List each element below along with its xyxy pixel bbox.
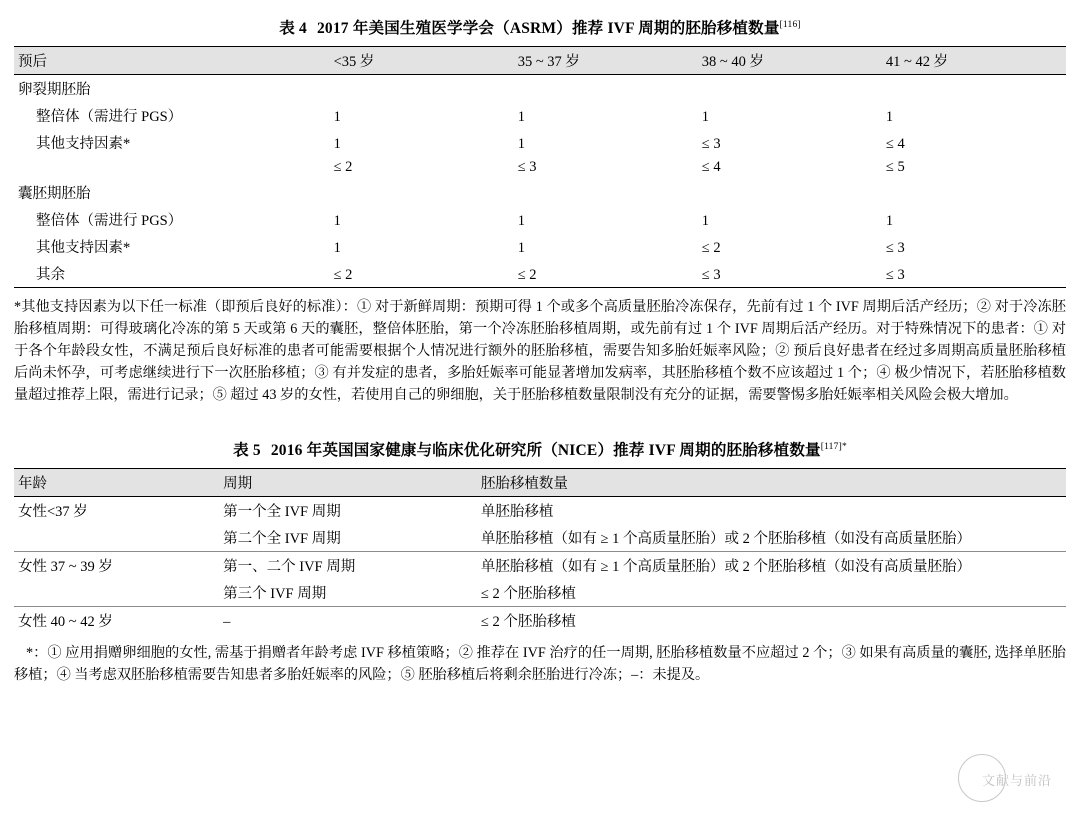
- table4-col-header-0: 预后: [14, 47, 330, 75]
- table4-cell: [330, 179, 514, 206]
- table5-caption-reference: [117]*: [820, 441, 847, 452]
- table4-cell: ≤ 2: [514, 260, 698, 288]
- table-row: [14, 102, 1066, 129]
- table4-cell: ≤ 3: [882, 260, 1066, 288]
- table4-cell: [514, 75, 698, 103]
- table5-col-header-0: 年龄: [14, 469, 219, 497]
- table5-age-cell: 女性<37 岁: [18, 504, 88, 520]
- table4-cell: [882, 179, 1066, 206]
- table5: [14, 468, 1066, 634]
- table4-cell: [882, 75, 1066, 103]
- table-row: [14, 233, 1066, 260]
- table5-col-header-2: 胚胎移植数量: [477, 469, 1066, 497]
- table4-row-label: 其他支持因素*: [36, 240, 131, 256]
- table4-cell: 1: [333, 240, 341, 256]
- table5-cycle-cell: 第一、二个 IVF 周期: [219, 552, 477, 580]
- table-row: [14, 552, 1066, 580]
- table4-cell: 1: [333, 136, 341, 152]
- table4-col-header-2: 35 ~ 37 岁: [514, 47, 698, 75]
- table5-caption-title: 2016 年英国国家健康与临床优化研究所（NICE）推荐 IVF 周期的胚胎移植数量: [270, 442, 821, 459]
- table4-footnote: *其他支持因素为以下任一标准（即预后良好的标准）：① 对于新鲜周期：预期可得 1 个或多个高质量胚胎冷冻保存，先前有过 1 个 IVF 周期后活产经历；② 对于冷冻胚胎移植周期：可得玻璃化冷冻的第 5 天或第 6 天的囊胚，整倍体胚胎，第一个冷冻胚胎移植周期，或先前有过 1 个 IVF 周期后活产经历。对于特殊情况下的患者：① 对于各个年龄段女性，不满足预后良好标准的患者可能需要根据个人情况进行额外的胚胎移植，需要告知多胎妊娠率风险；② 预后良好患者在经过多周期高质量胚胎移植后尚未怀孕，可考虑继续进行下一次胚胎移植；③ 有并发症的患者，多胎妊娠率可能显著增加发病率，其胚胎移植个数不应该超过 1 个；④ 极少情况下，若胚胎移植数量超过推荐上限，需进行记录；⑤ 超过 43 岁的女性，若使用自己的卵细胞，关于胚胎移植数量限制没有充分的证据，需要警惕多胎妊娠率相关风险会极大增加。: [14, 299, 1066, 403]
- table4-cell: 1: [333, 109, 341, 125]
- table-row: [14, 260, 1066, 288]
- table4-col-header-1: <35 岁: [330, 47, 514, 75]
- table5-cycle-cell: 第二个全 IVF 周期: [223, 531, 341, 547]
- table4-row-label: 其他支持因素*: [36, 136, 131, 152]
- table4-cell: 1: [517, 109, 525, 125]
- table4-cell: 1: [885, 213, 894, 229]
- table5-cycle-cell: 第三个 IVF 周期: [223, 586, 327, 602]
- table4-cell: [698, 75, 882, 103]
- table4-cell: 1: [517, 240, 525, 256]
- table4-cell: 1: [701, 213, 710, 229]
- table4-caption-title: 2017 年美国生殖医学学会（ASRM）推荐 IVF 周期的胚胎移植数量: [316, 20, 780, 37]
- table4-col-header-4: 41 ~ 42 岁: [882, 47, 1066, 75]
- table5-footnote: *：① 应用捐赠卵细胞的女性, 需基于捐赠者年龄考虑 IVF 移植策略；② 推荐在 IVF 治疗的任一周期, 胚胎移植数量不应超过 2 个；③ 如果有高质量的囊胚, 选择单胚胎移植；④ 当考虑双胚胎移植需要告知患者多胎妊娠率的风险；⑤ 胚胎移植后将剩余胚胎进行冷冻；–：未提及。: [14, 645, 1066, 683]
- table5-count-cell: 单胚胎移植（如有 ≥ 1 个高质量胚胎）或 2 个胚胎移植（如没有高质量胚胎）: [480, 531, 971, 547]
- table4-cell: 1: [333, 213, 341, 229]
- table-row: [14, 206, 1066, 233]
- table5-header-row: [14, 469, 1066, 497]
- table4-row-label: [14, 156, 330, 179]
- table5-count-cell: ≤ 2 个胚胎移植: [480, 586, 576, 602]
- table4-cell: ≤ 4: [885, 136, 905, 152]
- table-row: [14, 75, 1066, 103]
- table-row: [14, 497, 1066, 525]
- table5-col-header-1: 周期: [219, 469, 477, 497]
- table-row: [14, 524, 1066, 552]
- table4-cell: [698, 179, 882, 206]
- table5-age-cell: 女性 40 ~ 42 岁: [14, 607, 219, 635]
- table4-row-label: 整倍体（需进行 PGS）: [36, 213, 183, 229]
- table4-cell: ≤ 2: [333, 159, 353, 175]
- table4-row-label: 其余: [14, 260, 330, 288]
- table5-count-cell: 单胚胎移植（如有 ≥ 1 个高质量胚胎）或 2 个胚胎移植（如没有高质量胚胎）: [477, 552, 1066, 580]
- table4-header-row: [14, 47, 1066, 75]
- table4-cell: [514, 179, 698, 206]
- table4-cell: ≤ 3: [701, 136, 721, 152]
- table4: [14, 46, 1066, 288]
- table-row: [14, 607, 1066, 635]
- table4-caption: [14, 16, 1066, 38]
- table4-row-label: 卵裂期胚胎: [18, 82, 91, 98]
- table4-caption-number: 表 4: [279, 20, 307, 37]
- table4-cell: [330, 75, 514, 103]
- watermark-circle-icon: [958, 754, 1006, 802]
- table4-row-label: 囊胚期胚胎: [18, 186, 91, 202]
- table5-cycle-cell: 第一个全 IVF 周期: [223, 504, 341, 520]
- watermark: [956, 754, 1064, 804]
- table4-cell: 1: [517, 213, 525, 229]
- table5-age-cell: [14, 524, 219, 552]
- table4-cell: 1: [517, 136, 525, 152]
- table4-col-header-3: 38 ~ 40 岁: [698, 47, 882, 75]
- table4-cell: ≤ 3: [698, 260, 882, 288]
- table4-cell: 1: [701, 109, 710, 125]
- table-row: [14, 129, 1066, 156]
- table4-cell: ≤ 4: [701, 159, 721, 175]
- table4-row-label: 整倍体（需进行 PGS）: [36, 109, 183, 125]
- table-row: [14, 179, 1066, 206]
- table5-count-cell: ≤ 2 个胚胎移植: [477, 607, 1066, 635]
- table5-count-cell: 单胚胎移植: [480, 504, 554, 520]
- table4-caption-reference: [116]: [779, 19, 801, 30]
- table-row: [14, 579, 1066, 607]
- table4-cell: ≤ 3: [517, 159, 537, 175]
- table4-cell: ≤ 3: [885, 240, 905, 256]
- table5-caption-number: 表 5: [233, 442, 261, 459]
- table4-cell: ≤ 2: [330, 260, 514, 288]
- watermark-label: 文献与前沿: [981, 772, 1052, 788]
- table5-age-cell: 女性 37 ~ 39 岁: [14, 552, 219, 580]
- table5-cycle-cell: –: [219, 607, 477, 635]
- table4-cell: ≤ 2: [701, 240, 721, 256]
- table5-caption: [14, 438, 1066, 460]
- table4-cell: ≤ 5: [885, 159, 905, 175]
- table-row: [14, 156, 1066, 179]
- table5-age-cell: [14, 579, 219, 607]
- table4-cell: 1: [885, 109, 894, 125]
